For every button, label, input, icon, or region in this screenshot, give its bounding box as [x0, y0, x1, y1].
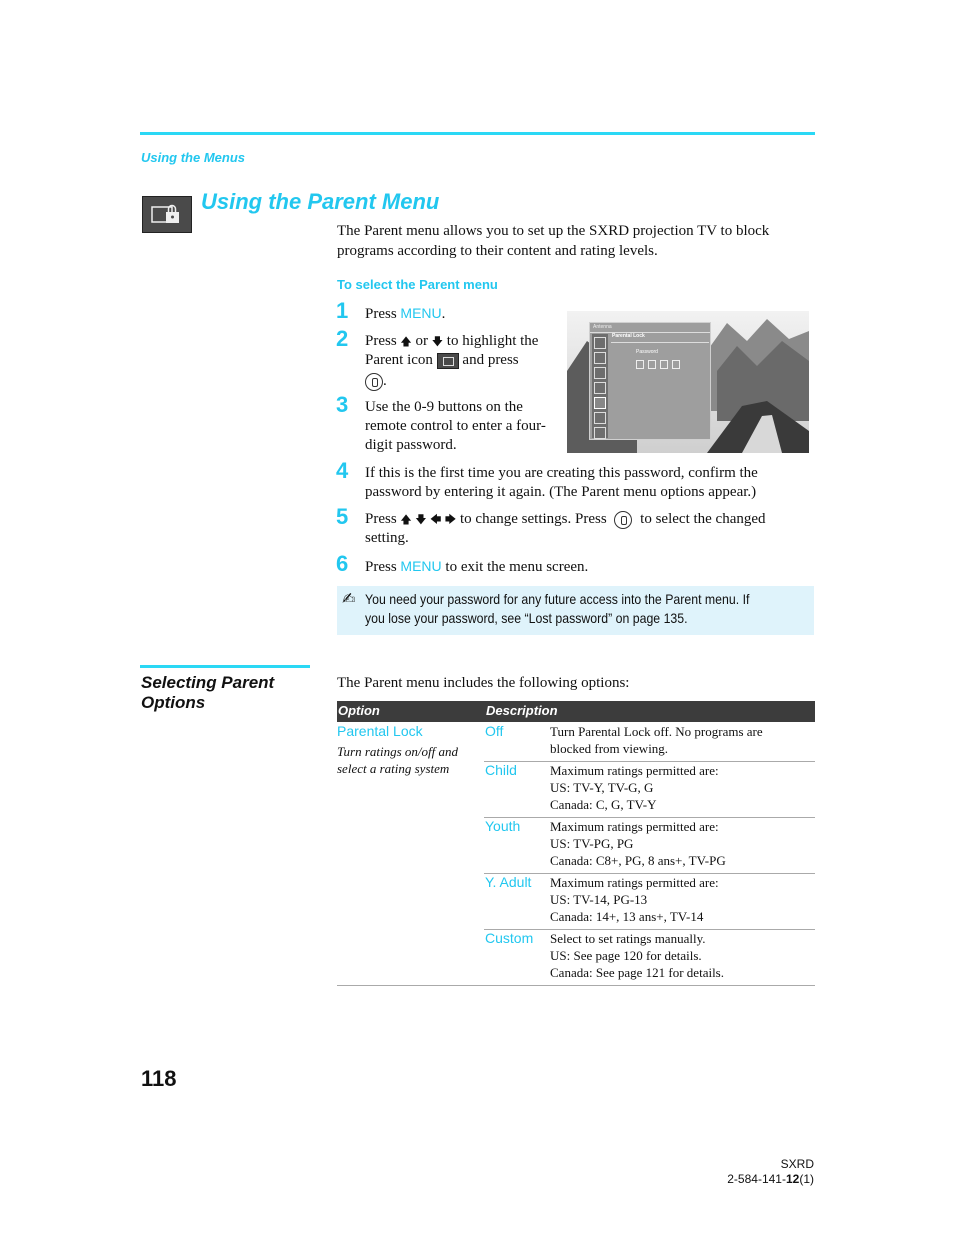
menu-side-icon-selected [594, 397, 606, 409]
menu-side-icon [594, 427, 606, 439]
step-number: 3 [336, 392, 349, 417]
menu-side-icon [594, 382, 606, 394]
option-parental-lock[interactable]: Parental Lock [337, 723, 423, 739]
step-6 [365, 557, 588, 577]
desc-line: Canada: See page 121 for details. [550, 965, 724, 980]
parent-icon [437, 353, 459, 369]
menu-top-label: Antenna [593, 324, 612, 330]
menu-panel-divider [611, 342, 709, 343]
row-description [550, 930, 815, 981]
arrow-keys-icon: 🡅 🡇 🡄 🡆 [400, 513, 457, 526]
step-3 [365, 398, 565, 455]
step-number: 4 [336, 458, 349, 483]
step-4: If this is the first time you are creating this password, confirm the password by entering it again. (The Parent menu options appear.) [365, 465, 758, 500]
step-text: . [383, 373, 387, 389]
code-part-bold: 12 [785, 1172, 800, 1186]
intro-text: The Parent menu allows you to set up the SXRD projection TV to block programs according to their content and rating levels. [337, 223, 770, 259]
step-text: Press [365, 333, 401, 349]
up-arrow-icon: 🡅 [400, 335, 412, 348]
option-description: Turn ratings on/off and select a rating system [337, 744, 458, 776]
option-off[interactable]: Off [485, 723, 504, 739]
header-description: Description [486, 703, 558, 718]
down-arrow-icon: 🡇 [431, 335, 444, 348]
page-number: 118 [141, 1066, 177, 1091]
menu-side-icon [594, 412, 606, 424]
row-description [550, 762, 815, 813]
code-part: (1) [799, 1172, 814, 1186]
option-youth[interactable]: Youth [485, 818, 521, 834]
procedure-heading: To select the Parent menu [337, 277, 498, 292]
desc-line: Maximum ratings permitted are: [550, 819, 719, 834]
step-2 [365, 332, 565, 391]
joystick-button-icon [365, 373, 383, 391]
step-text: and press [462, 352, 519, 368]
option-child[interactable]: Child [485, 762, 517, 778]
desc-line: Canada: 14+, 13 ans+, TV-14 [550, 909, 704, 924]
password-boxes [636, 356, 680, 374]
header-option: Option [338, 703, 380, 718]
step-5 [365, 510, 795, 548]
step-text: to highlight the [443, 333, 539, 349]
desc-line: Turn Parental Lock off. No programs are [550, 724, 763, 739]
menu-side-icon [594, 337, 606, 349]
desc-line: Maximum ratings permitted are: [550, 763, 719, 778]
step-text: digit password. [365, 437, 457, 453]
code-part: 2-584-141- [727, 1172, 786, 1186]
step-text: to change settings. Press [456, 511, 607, 527]
menu-side-icon [594, 352, 606, 364]
row-description [550, 874, 815, 925]
footer-code [700, 1172, 814, 1186]
desc-line: Maximum ratings permitted are: [550, 875, 719, 890]
section-title: Using the Menus [141, 150, 246, 165]
step-text: . [441, 306, 446, 322]
step-number: 2 [336, 326, 349, 351]
parent-lock-icon [142, 196, 192, 233]
option-y-adult[interactable]: Y. Adult [485, 874, 532, 890]
password-label: Password [636, 349, 658, 355]
step-text: remote control to enter a four- [365, 418, 546, 434]
footer-model: SXRD [780, 1157, 814, 1171]
step-text: Press [365, 511, 401, 527]
option-custom[interactable]: Custom [485, 930, 534, 946]
step-1 [365, 304, 445, 324]
password-box [648, 360, 656, 369]
step-text: Parent icon [365, 352, 433, 368]
step-text: setting. [365, 530, 409, 546]
step-text: to exit the menu screen. [441, 559, 589, 575]
step-text: Use the 0-9 buttons on the [365, 399, 523, 415]
desc-line: Select to set ratings manually. [550, 931, 706, 946]
menu-button-label: MENU [400, 558, 442, 574]
step-number: 1 [336, 298, 349, 323]
step-text: Press [365, 559, 401, 575]
row-description [550, 723, 815, 757]
section-heading: Selecting Parent Options [141, 673, 275, 712]
desc-line: US: TV-14, PG-13 [550, 892, 648, 907]
menu-divider [590, 332, 710, 333]
table-bottom-rule [337, 985, 815, 986]
desc-line: Canada: C8+, PG, 8 ans+, TV-PG [550, 853, 726, 868]
desc-line: US: See page 120 for details. [550, 948, 702, 963]
desc-line: US: TV-PG, PG [550, 836, 634, 851]
step-text: Press [365, 306, 401, 322]
menu-screenshot [567, 311, 809, 453]
desc-line: blocked from viewing. [550, 741, 669, 756]
top-rule [140, 132, 815, 135]
password-box [636, 360, 644, 369]
step-text: or [411, 333, 432, 349]
menu-sidebar [592, 334, 608, 438]
pencil-note-icon: ✍ [342, 589, 356, 608]
table-header [337, 701, 815, 722]
note-text: You need your password for any future access into the Parent menu. If you lose your password, see “Lost password” on page 135. [365, 591, 750, 626]
page-title: Using the Parent Menu [201, 189, 440, 214]
step-number: 6 [336, 551, 349, 576]
password-box [672, 360, 680, 369]
row-description [550, 818, 815, 869]
step-number: 5 [336, 504, 349, 529]
desc-line: US: TV-Y, TV-G, G [550, 780, 654, 795]
section-rule [140, 665, 310, 668]
desc-line: Canada: C, G, TV-Y [550, 797, 657, 812]
menu-window [589, 322, 711, 440]
password-box [660, 360, 668, 369]
joystick-button-icon [614, 511, 632, 529]
options-lead: The Parent menu includes the following options: [337, 675, 630, 691]
menu-button-label: MENU [400, 305, 442, 321]
menu-side-icon [594, 367, 606, 379]
menu-panel-title: Parental Lock [612, 333, 645, 339]
step-text: to select the changed [636, 511, 766, 527]
